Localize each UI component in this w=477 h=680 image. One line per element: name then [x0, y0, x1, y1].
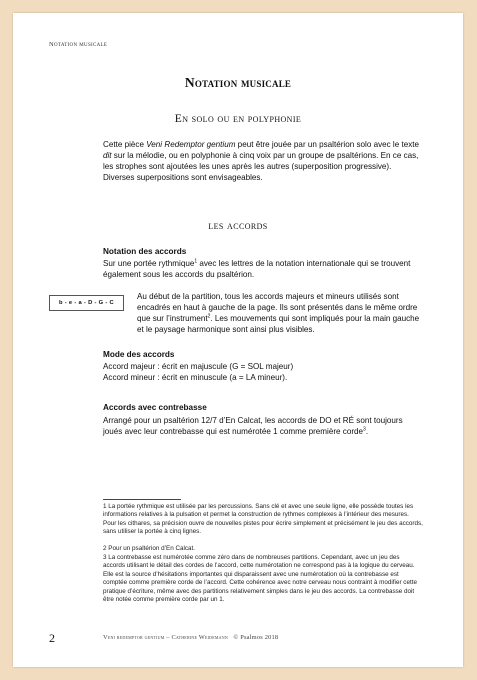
chord-box: b - e - a - D - G - C [49, 295, 124, 311]
footnote-3: 3 La contrebasse est numérotée comme zéro dans de nombreuses partitions. Cependant, avec un jeu des accords utilisant le détail des cordes de l’accord, cette numérotation ne correspond pas à la logique du cerveau. Elle est la source d’hésitations importantes qui disparaissent avec une numérotation où la contrebasse est comptée comme première corde de l’accord. Cette cohérence avec notre cerveau nous contraint à modifier cette pratique d’écriture, même avec des partitions relativement simples dans le jeu des accords. La contrebasse doit être notée comme première corde par un 1. [103, 554, 417, 604]
footnote-divider [103, 499, 181, 500]
document-page [13, 13, 463, 667]
intro-paragraph: Cette pièce Veni Redemptor gentium peut être jouée par un psaltérion solo avec le texte dit sur la mélodie, ou en polyphonie à cinq voix par un groupe de psaltérions. En ce cas, les strophes sont ajoutées les unes après les autres (superposition progressive). Diverses superpositions sont envisageables. [103, 140, 420, 182]
subheading-notation: Notation des accords [103, 247, 187, 256]
footnote-ref-1[interactable]: 1 [194, 258, 198, 265]
subheading-mode: Mode des accords [103, 350, 175, 359]
section-heading-accords: les accords [208, 220, 268, 232]
footnote-1: 1 La portée rythmique est utilisée par les percussions. Sans clé et avec une seule ligne, elle possède toutes les informations relatives à la pulsation et permet la construction de rythmes complexes à l’intérieur des mesures. Pour les cithares, sa précision ouvre de nouvelles pistes pour écrire simplement et précisément le jeu des accords, sans utiliser la portée à cinq lignes. [103, 503, 423, 536]
chord-order-paragraph: Au début de la partition, tous les accords majeurs et mineurs utilisés sont encadrés en haut à gauche de la page. Ils sont présentés dans le même ordre que sur l’instrument$^2$. Les mouvements qui sont impliqués pour la main gauche et le paysage harmonique sont ainsi plus visibles. [137, 292, 420, 334]
footer-copyright: © Psalmos 2018 [233, 634, 279, 641]
major-line: Accord majeur : écrit en majuscule (G = SOL majeur) [103, 362, 294, 371]
page-number: 2 [49, 631, 55, 645]
subheading-contrebasse: Accords avec contrebasse [103, 403, 207, 412]
running-head: Notation musicale [49, 41, 108, 48]
footnote-ref-2[interactable]: 2 [207, 313, 211, 320]
page-title: Notation musicale [184, 75, 292, 90]
contrebasse-paragraph: Arrangé pour un psaltérion 12/7 d’En Calcat, les accords de DO et RÉ sont toujours joués avec leur contrebasse qui est numérotée 1 comme première corde$^3$. [103, 416, 403, 436]
notation-paragraph: Sur une portée rythmique$^1$ avec les lettres de la notation internationale qui se trouvent également sous les accords du psaltérion. [103, 258, 411, 279]
mode-paragraph [103, 361, 423, 383]
minor-line: Accord mineur : écrit en minuscule (a = LA mineur). [103, 373, 288, 382]
footer-work: Veni redemptor gentium [103, 634, 165, 641]
page-footer: Veni redemptor gentium – Catherine Weidemann © Psalmos 2018 [103, 634, 279, 641]
footnote-2: 2 Pour un psaltérion d’En Calcat. [103, 545, 196, 552]
footer-author: Catherine Weidemann [171, 634, 228, 641]
section-heading-solo: En solo ou en polyphonie [174, 113, 302, 125]
footnote-ref-3[interactable]: 3 [363, 426, 366, 433]
